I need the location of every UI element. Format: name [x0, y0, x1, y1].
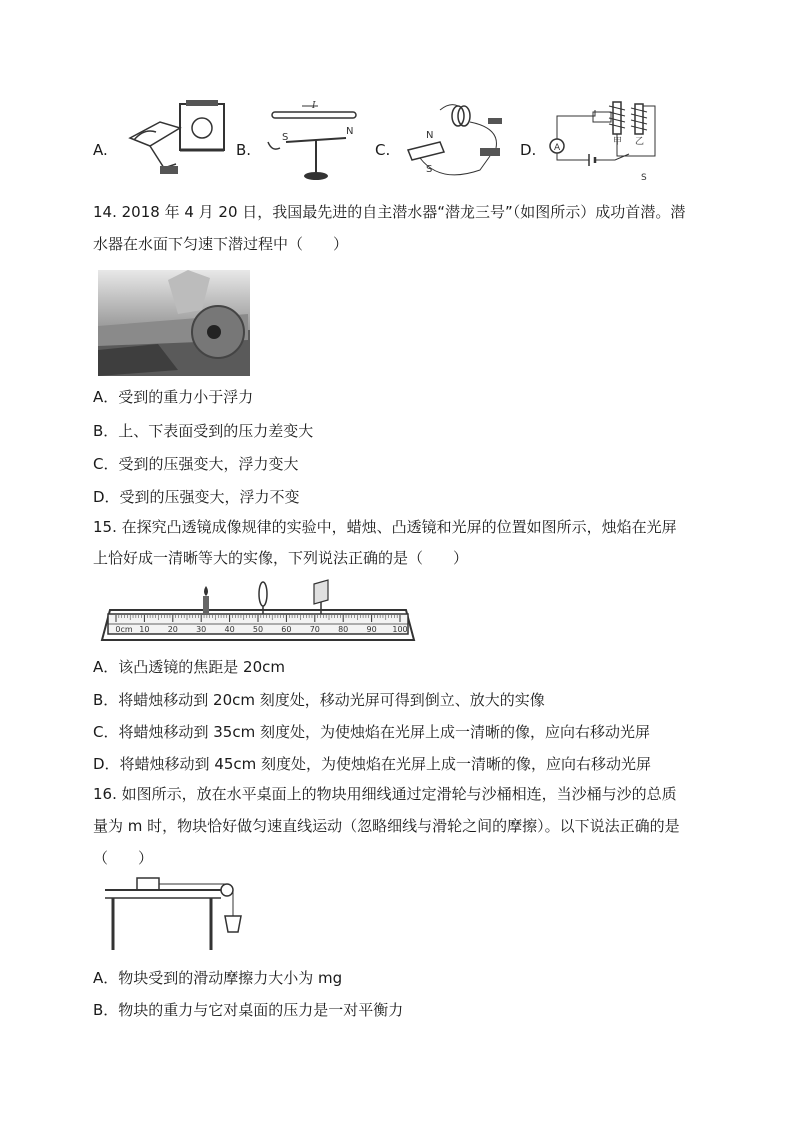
- q13-option-d-label: D.: [520, 141, 537, 159]
- q14-option-d: D．受到的压强变大，浮力不变: [93, 488, 300, 506]
- q14-option-a: A．受到的重力小于浮力: [93, 388, 254, 406]
- ruler-tick-label: 100: [392, 625, 408, 634]
- q14-stem-line2: 水器在水面下匀速下潜过程中（ ）: [93, 235, 349, 253]
- q13-figure-a: [120, 98, 228, 184]
- q15-option-a: A．该凸透镜的焦距是 20cm: [93, 658, 285, 676]
- q14-option-c: C．受到的压强变大，浮力变大: [93, 455, 299, 473]
- q14-submarine-photo: [98, 270, 250, 376]
- ruler-tick-label: 30: [196, 625, 207, 634]
- pole-s-label: S: [282, 132, 289, 143]
- ruler-tick-label: 60: [281, 625, 292, 634]
- pulley: [221, 884, 233, 896]
- q16-option-b: B．物块的重力与它对桌面的压力是一对平衡力: [93, 1001, 404, 1019]
- block: [137, 878, 159, 890]
- ruler-tick-label: 0cm: [115, 625, 133, 634]
- ruler-tick-label: 70: [309, 625, 320, 634]
- ammeter-label: A: [554, 143, 561, 153]
- sand-bucket: [225, 916, 241, 932]
- switch-label: S: [641, 173, 647, 183]
- current-label: I: [312, 101, 316, 111]
- ruler-tick-label: 80: [338, 625, 349, 634]
- q15-option-d: D．将蜡烛移动到 45cm 刻度处，为使烛焰在光屏上成一清晰的像，应向右移动光屏: [93, 755, 652, 773]
- q15-option-b: B．将蜡烛移动到 20cm 刻度处，移动光屏可得到倒立、放大的实像: [93, 691, 545, 709]
- ruler-tick-label: 20: [167, 625, 178, 634]
- ruler-tick-label: 90: [366, 625, 377, 634]
- q15-optical-bench: [98, 578, 418, 648]
- q13-figure-b: [262, 100, 366, 186]
- q16-stem-line3: （ ）: [93, 849, 154, 867]
- ruler-tick-label: 50: [252, 625, 264, 634]
- pole-n-label: N: [426, 130, 434, 141]
- q16-stem-line1: 16. 如图所示，放在水平桌面上的物块用细线通过定滑轮与沙桶相连，当沙桶与沙的总质: [93, 785, 677, 803]
- q13-figure-c: [400, 98, 510, 184]
- q13-option-a-label: A.: [93, 141, 108, 159]
- q15-stem-line2: 上恰好成一清晰等大的实像，下列说法正确的是（ ）: [93, 549, 469, 567]
- q16-option-a: A．物块受到的滑动摩擦力大小为 mg: [93, 969, 343, 987]
- q14-option-b: B．上、下表面受到的压力差变大: [93, 422, 314, 440]
- q13-figure-d: [545, 96, 661, 186]
- q15-option-c: C．将蜡烛移动到 35cm 刻度处，为使烛焰在光屏上成一清晰的像，应向右移动光屏: [93, 723, 650, 741]
- ruler-tick-label: 40: [224, 625, 235, 634]
- pole-n-label: N: [346, 126, 354, 137]
- pole-s-label: S: [426, 164, 433, 175]
- q14-stem-line1: 14. 2018 年 4 月 20 日，我国最先进的自主潜水器“潜龙三号”（如图所示）成功首潜。潜: [93, 203, 686, 221]
- q16-table-pulley-figure: [103, 876, 249, 956]
- coil-yi-label: 乙: [635, 137, 645, 147]
- ruler-tick-label: 10: [139, 625, 150, 634]
- candle: [203, 586, 209, 614]
- light-screen: [314, 580, 328, 614]
- coil-jia-label: 甲: [613, 137, 623, 147]
- q13-option-b-label: B.: [236, 141, 252, 159]
- q13-option-c-label: C.: [375, 141, 391, 159]
- q16-stem-line2: 量为 m 时，物块恰好做匀速直线运动（忽略细线与滑轮之间的摩擦）。以下说法正确的是: [93, 817, 680, 835]
- q15-stem-line1: 15. 在探究凸透镜成像规律的实验中，蜡烛、凸透镜和光屏的位置如图所示，烛焰在光屏: [93, 518, 677, 536]
